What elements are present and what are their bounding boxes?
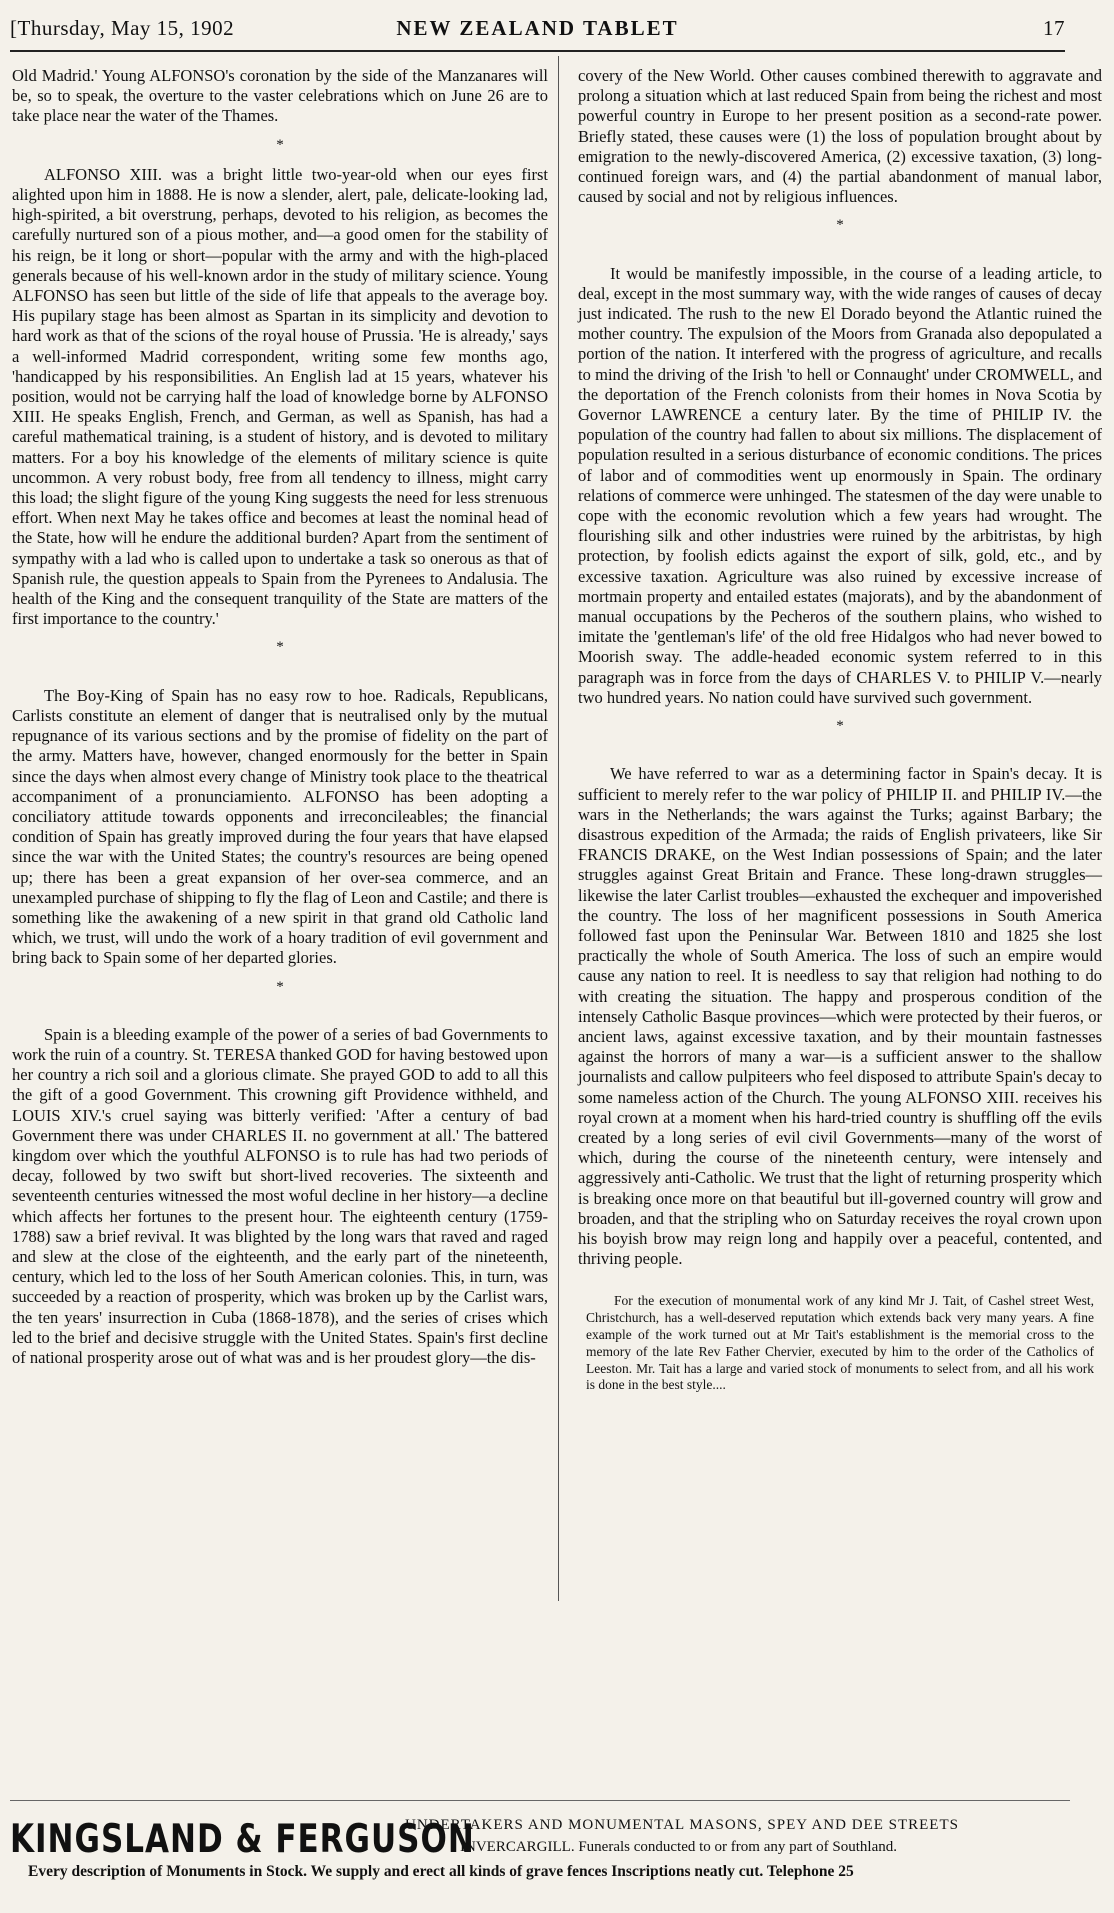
section-star: * bbox=[836, 217, 844, 234]
section-star: * bbox=[276, 978, 284, 995]
section-star: * bbox=[276, 639, 284, 656]
section-star: * bbox=[836, 718, 844, 735]
paragraph: covery of the New World. Other causes combined therewith to aggravate and prolong a situation which at last reduced Spain from being the richest and most powerful country in Europe to her present position as a second-rate power. Briefly stated, these causes were (1) the loss of population brought about by emigration to the newly-discovered America, (2) excessive taxation, (3) long-continued foreign wars, and (4) the partial abandonment of manual labor, caused by social and not by religious influences. bbox=[578, 66, 1102, 207]
right-column bbox=[578, 66, 1102, 1394]
notice-text: For the execution of monumental work of any kind Mr J. Tait, of Cashel street West, Christchurch, has a well-deserved reputation which extends back very many years. A fine example of the work turned out at Mr Tait's establishment is the memorial cross to the memory of the late Rev Father Chervier, executed by him to the order of the Catholics of Leeston. Mr. Tait has a large and varied stock of monuments to select from, and all his work is done in the best style.... bbox=[586, 1293, 1094, 1393]
paper-title: NEW ZEALAND TABLET bbox=[396, 16, 679, 40]
paragraph: It would be manifestly impossible, in the course of a leading article, to deal, except in the most summary way, with the wide ranges of causes of decay just indicated. The rush to the new El Dorado beyond the Atlantic ruined the mother country. The expulsion of the Moors from Granada also depopulated a portion of the nation. It interfered with the progress of agriculture, and recalls to mind the driving of the Irish 'to hell or Connaught' under CROMWELL, and the deportation of the French colonists from their homes in Nova Scotia by Governor LAWRENCE a century later. By the time of PHILIP IV. the population of the country had fallen to about six millions. The displacement of population resulted in a serious disturbance of economic conditions. The prices of labor and of commodities went up enormously in Spain. The ordinary relations of commerce were unhinged. The statesmen of the day were unable to cope with the economic revolution which a few years had wrought. The flourishing silk and other industries were ruined by the arbitristas, by high protection, by foolish edicts against the export of silk, gold, etc., and by excessive taxation. Agriculture was also ruined by excessive increase of mortmain property and entailed estates (majorats), and by the abandonment of manual occupations by the Pecheros of the southern plains, who wished to imitate the 'gentleman's life' of the old free Hidalgos who had never bowed to Moorish sway. The addle-headed economic system referred to in this paragraph was in force from the days of CHARLES V. to PHILIP V.—nearly two hundred years. No nation could have survived such government. bbox=[578, 263, 1102, 707]
monument-notice bbox=[578, 1293, 1102, 1394]
paragraph: Old Madrid.' Young ALFONSO's coronation by the side of the Manzanares will be, so to speak, the overture to the vaster celebrations which on June 26 are to take place near the water of the Thames. bbox=[12, 66, 548, 126]
advert-trade: UNDERTAKERS AND MONUMENTAL MASONS, SPEY AND DEE STREETS bbox=[405, 1817, 959, 1833]
page-number: 17 bbox=[1043, 16, 1065, 40]
left-column bbox=[12, 66, 548, 1368]
section-star: * bbox=[276, 136, 284, 153]
paragraph: We have referred to war as a determining factor in Spain's decay. It is sufficient to merely refer to the war policy of PHILIP II. and PHILIP IV.—the wars in the Netherlands; the wars against the Turks; against Barbary; the disastrous expedition of the Armada; the raids of English privateers, like Sir FRANCIS DRAKE, on the West Indian possessions of Spain; and the later struggles against Great Britain and France. These long-drawn struggles—likewise the later Carlist troubles—exhausted the exchequer and impoverished the country. The loss of her magnificent possessions in South America followed fast upon the Peninsular War. Between 1810 and 1825 she lost practically the whole of South America. The loss of such an empire would cause any nation to reel. It is needless to say that religion had nothing to do with creating the situation. The happy and prosperous condition of the intensely Catholic Basque provinces—which were protected by their fueros, or ancient laws, against excessive taxation, and by their mountain fastnesses against the horrors of many a war—is a sufficient answer to the shallow journalists and callow pulpiteers who feel disposed to attribute Spain's decay to some nameless action of the Church. The young ALFONSO XIII. receives his royal crown at a moment when his hard-tried country is shuffling off the evils created by a long series of evil civil Governments—many of the worst of which, during the course of the nineteenth century, were intensely and aggressively anti-Catholic. We trust that the light of returning prosperity which is breaking once more on that beautiful but ill-governed country will grow and broaden, and that the stripling who on Saturday receives the royal crown upon his boyish brow may reign long and happily over a peaceful, contented, and thriving people. bbox=[578, 764, 1102, 1269]
paragraph: Spain is a bleeding example of the power of a series of bad Governments to work the ruin of a country. St. TERESA thanked GOD for having bestowed upon her country a rich soil and a glorious climate. She prayed GOD to add to all this the gift of a good Government. This crowning gift Providence withheld, and LOUIS XIV.'s cruel saying was bitterly verified: 'After a century of bad Government there was under CHARLES II. no government at all.' The battered kingdom over which the youthful ALFONSO is to rule has had two periods of decay, followed by two swift but short-lived recoveries. The sixteenth and seventeenth centuries witnessed the most woful decline in her history—a decline which affects her fortunes to the present hour. The eighteenth century (1759-1788) saw a brief revival. It was blighted by the long wars that raved and raged and slew at the close of the eighteenth, and the early part of the nineteenth, century, which led to the loss of her South American colonies. This, in turn, was succeeded by a reaction of prosperity, which was broken up by the Carlist wars, the ten years' insurrection in Cuba (1868-1878), and the series of crises which led to the brief and decisive struggle with the United States. Spain's first decline of national prosperity arose out of what was and is her proudest glory—the dis- bbox=[12, 1024, 548, 1367]
advert-town: INVERCARGILL. Funerals conducted to or from any part of Southland. bbox=[460, 1839, 897, 1855]
column-rule bbox=[558, 56, 559, 1601]
advert-footer: Every description of Monuments in Stock. We supply and erect all kinds of grave fences Inscriptions neatly cut. Telephone 25 bbox=[28, 1863, 854, 1880]
issue-date: [Thursday, May 15, 1902 bbox=[10, 16, 235, 40]
paragraph: The Boy-King of Spain has no easy row to hoe. Radicals, Republicans, Carlists constitute an element of danger that is neutralised only by the mutual repugnance of its various sections and by the promise of fidelity on the part of the army. Matters have, however, changed enormously for the better in Spain since the days when almost every change of Ministry took place to the theatrical accompaniment of a pronunciamiento. ALFONSO has been adopting a conciliatory attitude towards opponents and irreconcileables; the financial condition of Spain has greatly improved during the four years that have elapsed since the war with the United States; the country's resources are being opened up; there has been a great expansion of her over-sea commerce, and an unexampled purchase of shipping to fly the flag of Leon and Castile; and there is something like the awakening of a new spirit in that grand old Catholic land which, we trust, will undo the work of a hoary tradition of evil government and bring back to Spain some of her departed glories. bbox=[12, 685, 548, 968]
masthead bbox=[10, 10, 1065, 52]
advert-firm-name: KINGSLAND & FERGUSON bbox=[10, 1817, 475, 1862]
paragraph: ALFONSO XIII. was a bright little two-year-old when our eyes first alighted upon him in 1888. He is now a slender, alert, pale, delicate-looking lad, high-spirited, a bit overstrung, perhaps, devoted to his religion, as becomes the carefully nurtured son of a pious mother, and—a good omen for the stability of his reign, be it long or short—popular with the army and with the high-placed generals because of his well-known ardor in the study of military science. Young ALFONSO has seen but little of the side of life that appeals to the average boy. His pupilary stage has been almost as Spartan in its simplicity and devotion to hard work as that of the scions of the royal house of Prussia. 'He is already,' says a well-informed Madrid correspondent, writing some few months ago, 'handicapped by his responsibilities. An English lad at 15 years, whatever his position, would not be carrying half the load of knowledge borne by ALFONSO XIII. He speaks English, French, and German, as well as Spanish, has had a careful mathematical training, is a student of history, and is devoted to military matters. For a boy his knowledge of the elements of military science is quite uncommon. A very robust body, free from all tendency to illness, might carry this load; the slight figure of the young King suggests the need for less strenuous effort. When next May he takes office and becomes at least the nominal head of the State, how will he endure the additional burden? Apart from the sentiment of sympathy with a lad who is called upon to undertake a task so onerous as that of Spanish rule, the question appeals to Spain from the Pyrenees to Andalusia. The health of the King and the consequent tranquility of the State are matters of the first importance to the country.' bbox=[12, 164, 548, 629]
advertisement bbox=[10, 1800, 1070, 1901]
